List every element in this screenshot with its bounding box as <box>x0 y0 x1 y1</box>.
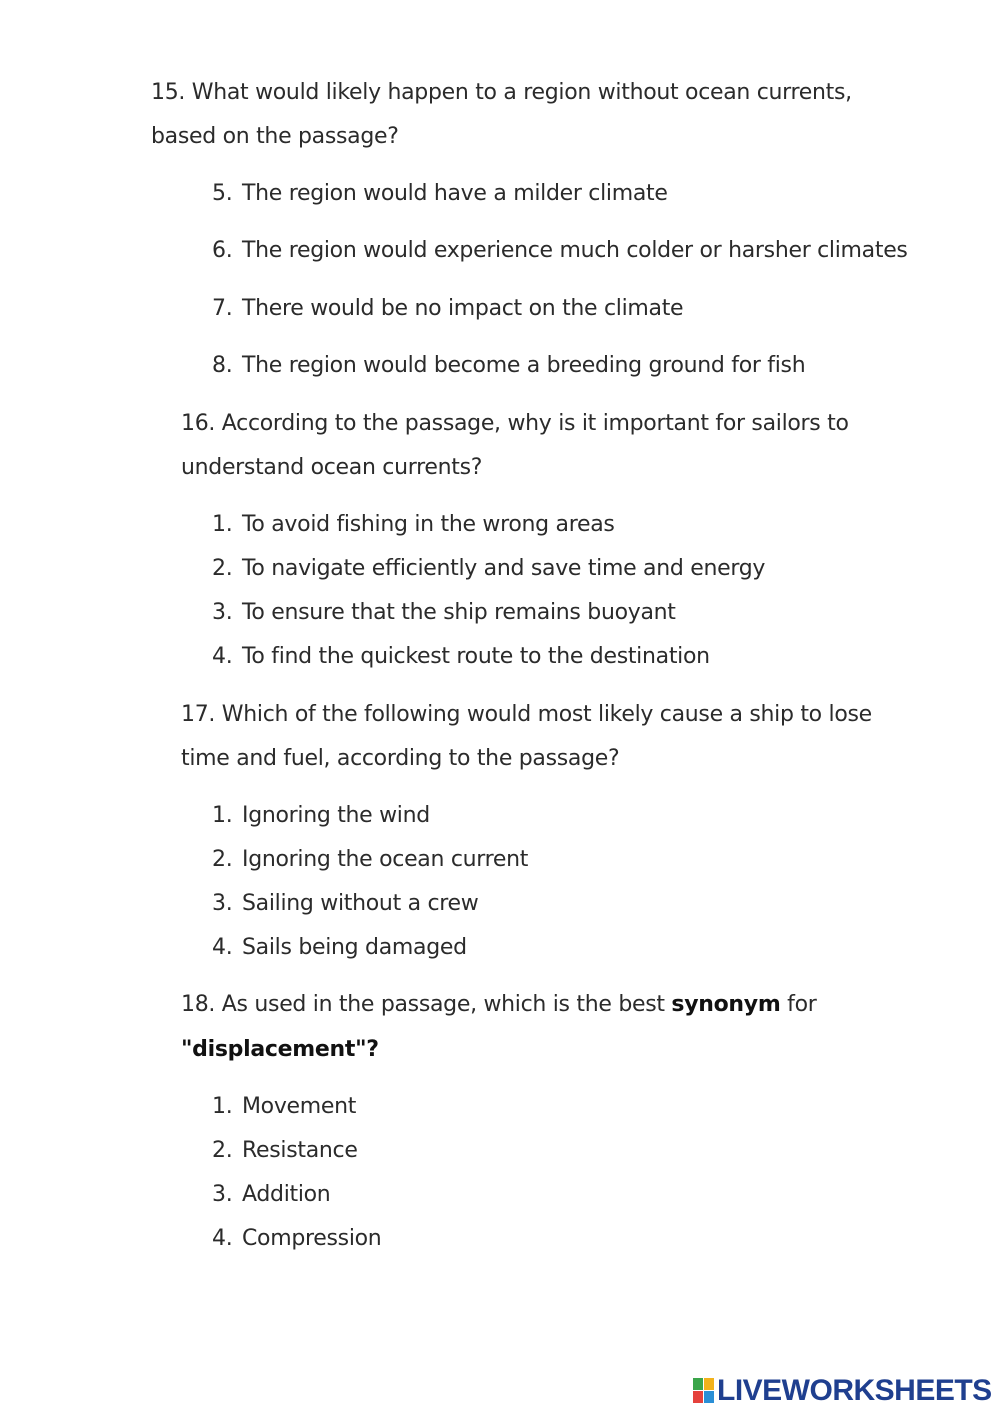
liveworksheets-logo[interactable] <box>693 1372 993 1412</box>
option-item[interactable] <box>212 933 467 963</box>
option-number: 1. <box>212 1094 233 1119</box>
question-16-text: 16. According to the passage, why is it important for sailors to <box>181 411 849 436</box>
option-text: Sailing without a crew <box>242 891 479 916</box>
option-text: The region would have a milder climate <box>242 181 668 206</box>
option-text: Addition <box>242 1182 331 1207</box>
option-text: To avoid fishing in the wrong areas <box>242 512 615 537</box>
option-number: 4. <box>212 644 233 669</box>
option-text: Sails being damaged <box>242 935 467 960</box>
option-text: There would be no impact on the climate <box>242 296 684 321</box>
option-number: 2. <box>212 1138 233 1163</box>
option-number: 2. <box>212 847 233 872</box>
option-number: 5. <box>212 181 233 206</box>
option-number: 3. <box>212 891 233 916</box>
option-item[interactable] <box>212 1092 356 1122</box>
question-15-text: 15. What would likely happen to a region without ocean currents, <box>151 80 852 105</box>
option-text: The region would experience much colder or harsher climates <box>242 238 908 263</box>
option-text: The region would become a breeding ground for fish <box>242 353 806 378</box>
option-item[interactable] <box>212 598 676 628</box>
option-item[interactable] <box>212 236 908 266</box>
option-text: Resistance <box>242 1138 358 1163</box>
liveworksheets-mark-icon <box>693 1378 715 1404</box>
option-item[interactable] <box>212 351 805 381</box>
option-item[interactable] <box>212 1224 381 1254</box>
option-text: To find the quickest route to the destination <box>242 644 710 669</box>
displacement-keyword: "displacement"? <box>181 1037 379 1062</box>
option-number: 3. <box>212 600 233 625</box>
option-number: 7. <box>212 296 233 321</box>
option-text: Compression <box>242 1226 382 1251</box>
option-number: 8. <box>212 353 233 378</box>
question-16-text-cont: understand ocean currents? <box>181 455 483 480</box>
option-item[interactable] <box>212 801 430 831</box>
question-18-text-end: for <box>780 992 817 1017</box>
option-item[interactable] <box>212 294 683 324</box>
option-item[interactable] <box>212 889 478 919</box>
option-text: Ignoring the wind <box>242 803 430 828</box>
option-number: 4. <box>212 935 233 960</box>
option-text: To ensure that the ship remains buoyant <box>242 600 676 625</box>
question-18-text <box>181 990 817 1020</box>
option-item[interactable] <box>212 642 710 672</box>
option-number: 1. <box>212 803 233 828</box>
option-item[interactable] <box>212 845 528 875</box>
liveworksheets-wordmark: LIVEWORKSHEETS <box>717 1374 992 1407</box>
option-number: 4. <box>212 1226 233 1251</box>
option-item[interactable] <box>212 510 615 540</box>
option-number: 1. <box>212 512 233 537</box>
question-17-text: 17. Which of the following would most likely cause a ship to lose <box>181 702 872 727</box>
option-item[interactable] <box>212 554 765 584</box>
option-text: To navigate efficiently and save time and energy <box>242 556 766 581</box>
question-18-text-cont <box>181 1035 379 1065</box>
option-item[interactable] <box>212 179 668 209</box>
option-number: 6. <box>212 238 233 263</box>
option-text: Ignoring the ocean current <box>242 847 529 872</box>
option-item[interactable] <box>212 1180 330 1210</box>
question-15-text-cont: based on the passage? <box>151 124 399 149</box>
option-text: Movement <box>242 1094 357 1119</box>
option-number: 3. <box>212 1182 233 1207</box>
option-item[interactable] <box>212 1136 358 1166</box>
synonym-keyword: synonym <box>671 992 781 1017</box>
question-18-text-start: 18. As used in the passage, which is the best <box>181 992 672 1017</box>
question-17-text-cont: time and fuel, according to the passage? <box>181 746 620 771</box>
option-number: 2. <box>212 556 233 581</box>
